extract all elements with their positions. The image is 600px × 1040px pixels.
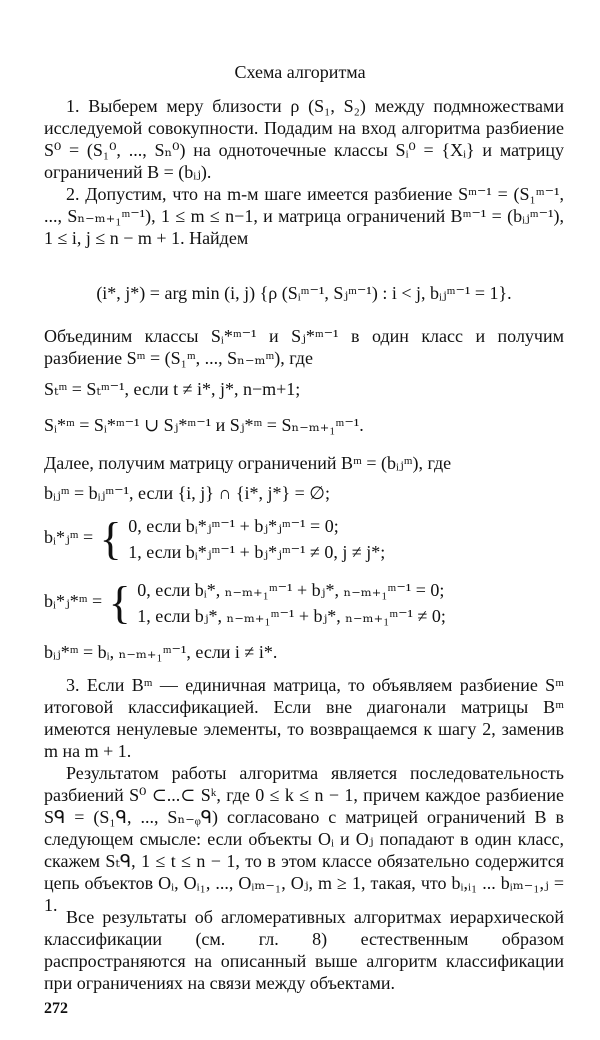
result-paragraph (44, 762, 564, 916)
case-b-i-zero: 0, если bᵢ*ⱼᵐ⁻¹ + bⱼ*ⱼᵐ⁻¹ = 0; (128, 516, 339, 536)
formula-b-ij: bᵢⱼᵐ = bᵢⱼᵐ⁻¹, если {i, j} ∩ {i*, j*} = ∅; (44, 483, 330, 503)
argmin-formula: (i*, j*) = arg min (i, j) {ρ (Sᵢᵐ⁻¹, Sⱼᵐ⁻¹) : i < j, bᵢⱼᵐ⁻¹ = 1}. (96, 283, 512, 303)
further-text: Далее, получим матрицу ограничений Bᵐ = (bᵢⱼᵐ), где (44, 453, 452, 473)
closing-paragraph (44, 906, 564, 994)
left-brace: { (99, 513, 122, 564)
step-3-text: 3. Если Bᵐ — единичная матрица, то объявляем разбиение Sᵐ итоговой классификацией. Если вне диагонали матрицы Bᵐ имеются ненулевые элементы, то возвращаемся к шагу 2, заменив m на m + 1. (44, 675, 564, 761)
further-paragraph (44, 452, 564, 474)
step-1-text: 1. Выберем меру близости ρ (S₁, S₂) между подмножествами исследуемой совокупности. Подадим на вход алгоритма разбиение S⁰ = (S₁⁰, ..., Sₙ⁰) на одноточечные классы Sᵢ⁰ = {Xᵢ} и матрицу ограничений B = (bᵢⱼ). (44, 96, 564, 182)
cases-b-i (128, 513, 385, 565)
result-text: Результатом работы алгоритма является последовательность разбиений S⁰ ⊂...⊂ Sᵏ, где 0 ≤ k ≤ n − 1, причем каждое разбиение Sᑫ = (S₁ᑫ, ..., Sₙ₋ᵩᑫ) согласовано с матрицей ограничений B в следующем смысле: если объекты Oᵢ и Oⱼ попадают в один класс, скажем Sₜᑫ, 1 ≤ t ≤ n − 1, то в этом классе обязательно содержится цепь объектов Oᵢ, Oᵢ₁, ..., Oᵢₘ₋₁, Oⱼ, m ≥ 1, такая, что bᵢ,ᵢ₁ ... bᵢₘ₋₁,ⱼ = 1. (44, 763, 564, 915)
step-2-paragraph (44, 183, 564, 249)
case-b-i-one: 1, если bᵢ*ⱼᵐ⁻¹ + bⱼ*ⱼᵐ⁻¹ ≠ 0, j ≠ j*; (128, 542, 386, 562)
left-brace: { (108, 577, 131, 628)
formula-b-i-lhs: bᵢ*ⱼᵐ = (44, 527, 94, 548)
merge-text: Объединим классы Sᵢ*ᵐ⁻¹ и Sⱼ*ᵐ⁻¹ в один класс и получим разбиение Sᵐ = (S₁ᵐ, ..., Sₙ₋ₘᵐ), где (44, 326, 564, 368)
formula-s-t: Sₜᵐ = Sₜᵐ⁻¹, если t ≠ i*, j*, n−m+1; (44, 379, 301, 399)
step-3-paragraph (44, 674, 564, 762)
page-number: 272 (44, 1000, 68, 1017)
cases-b-ij-star (137, 577, 446, 629)
merge-paragraph (44, 325, 564, 369)
closing-text: Все результаты об агломеративных алгоритмах иерархической классификации (см. гл. 8) естественным образом распространяются на описанный выше алгоритм классификации при ограничениях на связи между объектами. (44, 907, 564, 993)
section-title: Схема алгоритма (234, 62, 366, 82)
case-b-ij-star-zero: 0, если bᵢ*, ₙ₋ₘ₊₁ᵐ⁻¹ + bⱼ*, ₙ₋ₘ₊₁ᵐ⁻¹ = 0; (137, 580, 445, 600)
formula-b-ij-star-lhs: bᵢ*ⱼ*ᵐ = (44, 591, 103, 612)
case-b-ij-star-one: 1, если bⱼ*, ₙ₋ₘ₊₁ᵐ⁻¹ + bⱼ*, ₙ₋ₘ₊₁ᵐ⁻¹ ≠ 0; (137, 606, 446, 626)
formula-b-ij-star-cases (44, 577, 564, 629)
formula-s-union: Sᵢ*ᵐ = Sᵢ*ᵐ⁻¹ ∪ Sⱼ*ᵐ⁻¹ и Sⱼ*ᵐ = Sₙ₋ₘ₊₁ᵐ⁻¹. (44, 415, 364, 435)
formula-b-j-l: bᵢⱼ*ᵐ = bᵢ, ₙ₋ₘ₊₁ᵐ⁻¹, если i ≠ i*. (44, 642, 278, 662)
step-1-paragraph (44, 95, 564, 183)
formula-b-i-cases (44, 513, 564, 565)
step-2-text: 2. Допустим, что на m-м шаге имеется разбиение Sᵐ⁻¹ = (S₁ᵐ⁻¹, ..., Sₙ₋ₘ₊₁ᵐ⁻¹), 1 ≤ m ≤ n−1, и матрица ограничений Bᵐ⁻¹ = (bᵢⱼᵐ⁻¹), 1 ≤ i, j ≤ n − m + 1. Найдем (44, 184, 564, 248)
